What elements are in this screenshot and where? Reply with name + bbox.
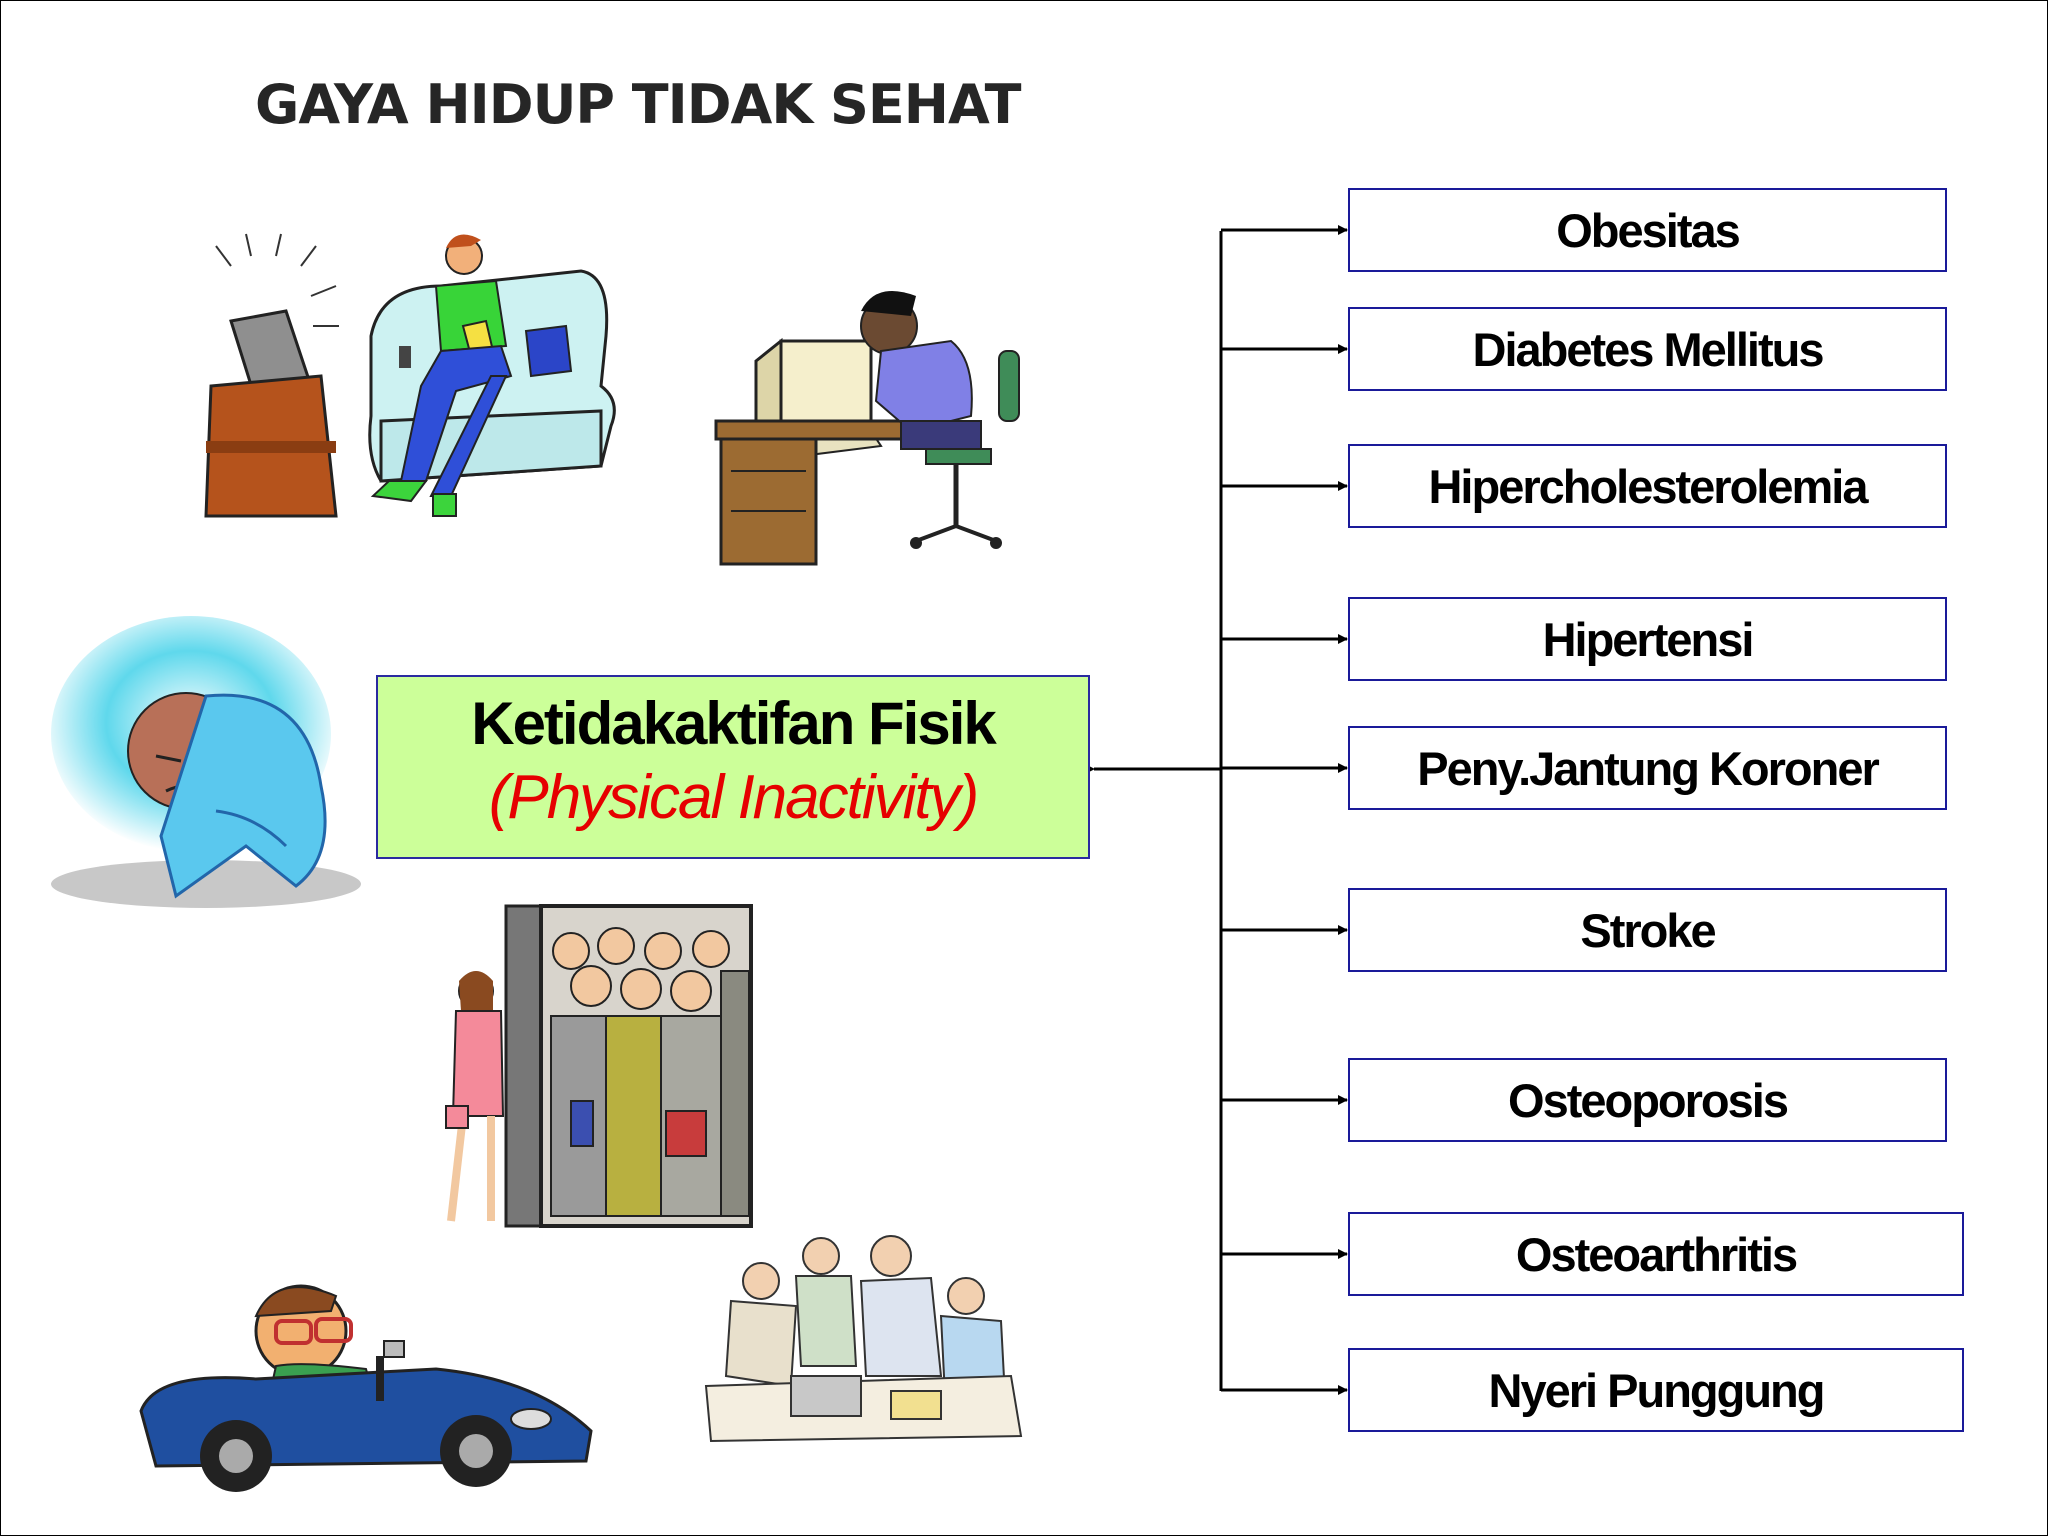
car-driver-icon [136, 1261, 606, 1496]
center-main-label: Ketidakaktifan Fisik [471, 690, 995, 757]
condition-label: Osteoarthritis [1515, 1227, 1797, 1281]
condition-box-stroke [1348, 888, 1947, 972]
condition-label: Obesitas [1556, 203, 1739, 257]
condition-label: Nyeri Punggung [1488, 1363, 1824, 1417]
slide-title: GAYA HIDUP TIDAK SEHAT [255, 73, 1021, 136]
condition-box-hipertensi [1348, 597, 1947, 681]
center-box [376, 675, 1090, 859]
tv-watching-icon [201, 226, 621, 526]
condition-label: Peny.Jantung Koroner [1417, 741, 1878, 795]
condition-box-osteoporosis [1348, 1058, 1947, 1142]
condition-box-osteoarthritis [1348, 1212, 1964, 1296]
condition-label: Hipercholesterolemia [1428, 459, 1867, 513]
elevator-crowd-icon [441, 901, 761, 1231]
condition-label: Diabetes Mellitus [1472, 322, 1823, 376]
condition-box-diabetes [1348, 307, 1947, 391]
branch-arrows [1221, 230, 1347, 1390]
condition-box-jantung-koroner [1348, 726, 1947, 810]
office-meeting-icon [701, 1226, 1031, 1446]
condition-label: Hipertensi [1542, 612, 1753, 666]
condition-box-obesitas [1348, 188, 1947, 272]
condition-label: Osteoporosis [1508, 1073, 1787, 1127]
depressed-person-icon [46, 616, 366, 916]
center-sub-label: (Physical Inactivity) [488, 763, 978, 832]
computer-worker-icon [701, 281, 1021, 571]
condition-box-nyeri-punggung [1348, 1348, 1964, 1432]
condition-label: Stroke [1580, 903, 1715, 957]
condition-box-hipercholesterolemia [1348, 444, 1947, 528]
